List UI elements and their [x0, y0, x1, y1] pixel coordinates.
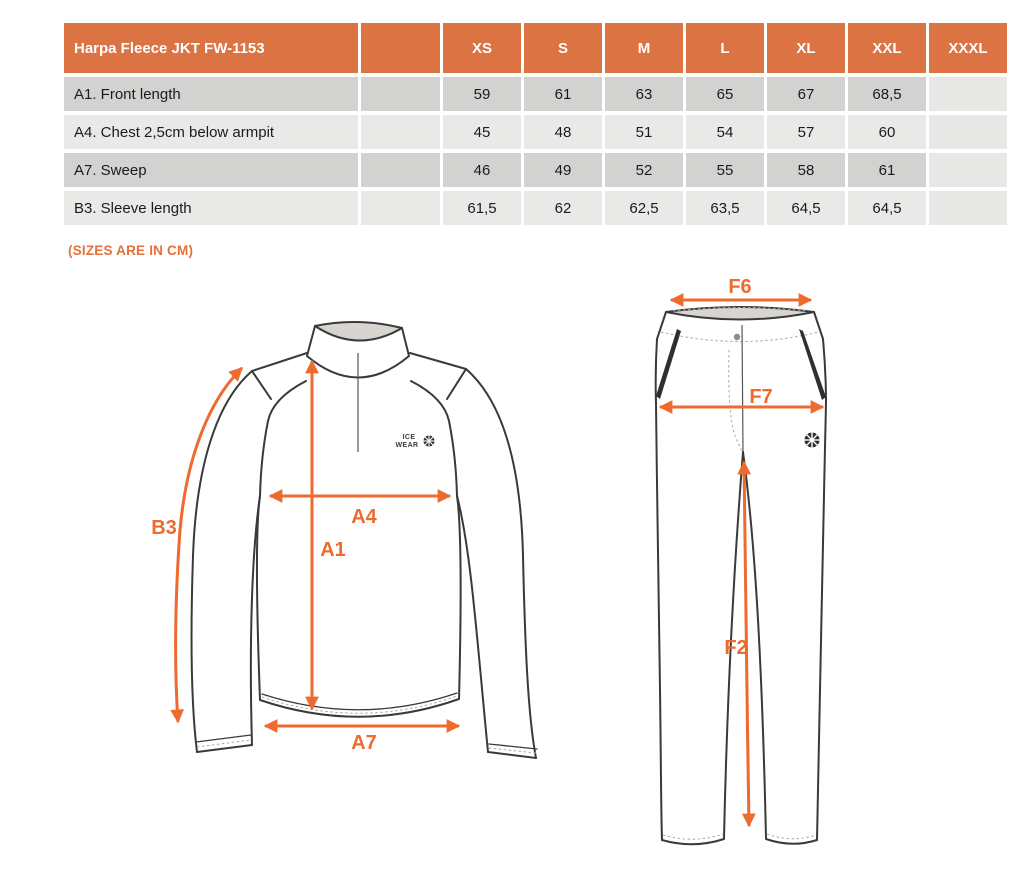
value-cell: 61: [524, 77, 602, 111]
value-cell: 61: [848, 153, 926, 187]
snowflake-icon: [424, 436, 435, 447]
value-cell: 67: [767, 77, 845, 111]
icewear-logo: [396, 434, 435, 449]
value-cell: 62: [524, 191, 602, 225]
pants-fly: [742, 325, 743, 452]
value-cell: 58: [767, 153, 845, 187]
value-cell: 63: [605, 77, 683, 111]
jacket-drawing: [151, 322, 537, 758]
right-pocket-trim: [799, 329, 826, 400]
value-cell: 63,5: [686, 191, 764, 225]
col-header-s: S: [524, 23, 602, 73]
value-cell: 48: [524, 115, 602, 149]
value-cell: 49: [524, 153, 602, 187]
row-label: A7. Sweep: [64, 153, 358, 187]
value-cell: 59: [443, 77, 521, 111]
value-cell: 61,5: [443, 191, 521, 225]
f2-label: F2: [724, 637, 748, 659]
left-pocket-trim: [656, 329, 681, 399]
col-header-xl: XL: [767, 23, 845, 73]
value-cell: 62,5: [605, 191, 683, 225]
col-header-m: M: [605, 23, 683, 73]
row-label: A1. Front length: [64, 77, 358, 111]
row-label: B3. Sleeve length: [64, 191, 358, 225]
jacket-collar-top: [315, 322, 402, 341]
pants-drawing: [656, 276, 826, 844]
value-cell: 52: [605, 153, 683, 187]
col-header-xxxl: XXXL: [929, 23, 1007, 73]
icewear-logo-text-line1: ICE: [402, 434, 416, 441]
a4-label: A4: [351, 506, 377, 528]
value-cell: 54: [686, 115, 764, 149]
value-cell: 65: [686, 77, 764, 111]
product-title: Harpa Fleece JKT FW-1153: [64, 23, 358, 73]
f6-label: F6: [728, 276, 752, 298]
col-header-xs: XS: [443, 23, 521, 73]
b3-label: B3: [151, 517, 177, 539]
b3-arrow: [176, 368, 242, 722]
col-header-l: L: [686, 23, 764, 73]
waist-button: [734, 334, 740, 340]
value-cell: 68,5: [848, 77, 926, 111]
value-cell: 60: [848, 115, 926, 149]
snowflake-icon: [805, 433, 820, 448]
units-note: (SIZES ARE IN CM): [68, 243, 194, 258]
pants-waist-opening: [666, 307, 814, 320]
a7-label: A7: [351, 732, 377, 754]
value-cell: 57: [767, 115, 845, 149]
value-cell: 46: [443, 153, 521, 187]
row-label: A4. Chest 2,5cm below armpit: [64, 115, 358, 149]
value-cell: 51: [605, 115, 683, 149]
f7-label: F7: [749, 386, 773, 408]
value-cell: 55: [686, 153, 764, 187]
value-cell: 64,5: [848, 191, 926, 225]
icewear-logo-text-line2: WEAR: [395, 442, 419, 449]
value-cell: 45: [443, 115, 521, 149]
a1-label: A1: [320, 539, 346, 561]
col-header-xxl: XXL: [848, 23, 926, 73]
value-cell: 64,5: [767, 191, 845, 225]
